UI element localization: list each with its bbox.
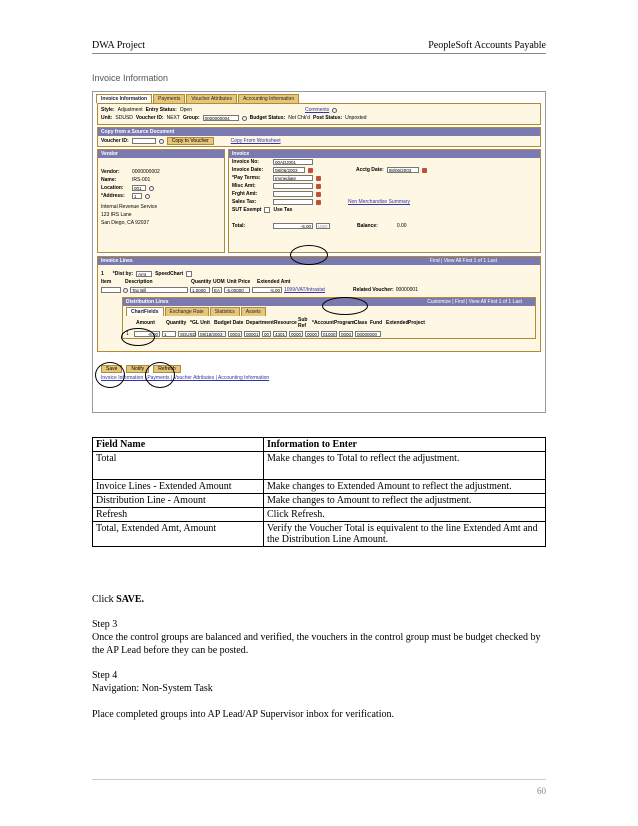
copy-voucher-id-field[interactable] <box>132 138 156 144</box>
sales-tax-label: Sales Tax: <box>232 199 257 205</box>
copy-to-voucher-button[interactable]: Copy to Voucher <box>167 137 214 145</box>
vendor-title: Vendor <box>98 150 224 158</box>
click-save-paragraph <box>92 593 546 606</box>
dist-project-field[interactable]: 00000000 <box>355 331 381 337</box>
vendor-invoice-row <box>97 149 541 253</box>
entry-status-value: Open <box>179 107 192 113</box>
dist-col-account: *Account <box>312 320 334 326</box>
dist-gl-unit-field[interactable]: SDUSD <box>180 332 196 337</box>
tab-payments[interactable]: Payments <box>153 94 185 103</box>
unit-label: Unit: <box>101 115 113 121</box>
pay-terms-select[interactable]: Immediate <box>273 175 313 181</box>
group-lookup-icon[interactable] <box>242 116 247 121</box>
table-cell: Click Refresh. <box>264 508 546 522</box>
extended-amt-field[interactable]: -5.00 <box>252 287 282 293</box>
misc-amt-label: Misc Amt: <box>232 183 256 189</box>
table-row <box>93 508 546 522</box>
tab-accounting-information[interactable]: Accounting Information <box>238 94 299 103</box>
table-cell: Make changes to Total to reflect the adjustment. <box>264 452 546 480</box>
post-status-value: Unposted <box>345 115 367 121</box>
step3-text: Once the control groups are balanced and verified, the vouchers in the control group must be budget checked by the AP Lead before they can be posted. <box>92 632 541 656</box>
sales-tax-icon[interactable] <box>316 200 321 205</box>
location-field[interactable]: 001 <box>132 185 146 191</box>
tab-exchange-rate[interactable]: Exchange Rate <box>165 307 209 316</box>
invoice-lines-title: Invoice Lines <box>101 258 133 264</box>
dist-col-department: Department <box>246 320 274 326</box>
save-button[interactable]: Save <box>101 365 122 373</box>
invoice-title: Invoice <box>229 150 540 158</box>
frght-amt-label: Frght Amt: <box>232 191 258 197</box>
highlight-circle-extended-amt <box>322 297 368 315</box>
dist-by-select[interactable]: Amt <box>136 271 152 277</box>
table-row <box>93 522 546 547</box>
balance-label: Balance: <box>357 223 378 229</box>
table-cell: Total <box>93 452 264 480</box>
invoice-lines-nav[interactable]: Find | View All First 1 of 1 Last <box>429 258 497 264</box>
invoice-date-calendar-icon[interactable] <box>308 168 313 173</box>
step4-nav: Navigation: Non-System Task <box>92 683 213 694</box>
acctg-date-label: Acctg Date: <box>356 167 384 173</box>
dist-amount-field[interactable]: -5.00 <box>134 331 160 337</box>
dist-col-budget-date: Budget Date <box>214 320 244 326</box>
comments-icon[interactable] <box>332 108 337 113</box>
dist-col-fund: Fund <box>370 320 383 326</box>
step3-block <box>92 618 546 657</box>
dist-resource-field[interactable]: 00001 <box>246 332 259 337</box>
header-left: DWA Project <box>92 40 146 51</box>
highlight-circle-save <box>95 362 125 388</box>
invoice-lines-box <box>97 256 541 352</box>
col-unit-price: Unit Price <box>227 279 251 285</box>
dist-col-amount: Amount <box>136 320 155 326</box>
unit-price-field[interactable]: -5.00000 <box>224 287 250 293</box>
post-status-label: Post Status: <box>312 115 343 121</box>
col-quantity: Quantity <box>191 279 212 285</box>
section-title: Invoice Information <box>92 73 169 83</box>
style-value: Adjustment <box>117 107 143 113</box>
invoice-no-field[interactable]: 00ADJ001 <box>273 159 313 165</box>
invoice-date-label: Invoice Date: <box>232 167 264 173</box>
dist-program-field[interactable]: 0000 <box>291 332 302 337</box>
invoice-box <box>228 149 541 253</box>
step4-title: Step 4 <box>92 670 118 681</box>
highlight-circle-refresh <box>145 362 175 388</box>
distribution-data-row <box>123 330 535 338</box>
table-cell: Make changes to Amount to reflect the adjustment. <box>264 494 546 508</box>
table-row <box>93 494 546 508</box>
copy-from-worksheet-link[interactable]: Copy From Worksheet <box>230 138 281 144</box>
dist-col-class: Class <box>354 320 368 326</box>
balance-value: 0.00 <box>396 223 407 229</box>
pay-terms-label: *Pay Terms: <box>232 175 261 181</box>
highlight-circle-total <box>290 245 328 265</box>
style-label: Style: <box>101 107 115 113</box>
voucher-header-box <box>97 103 541 125</box>
table-cell: Make changes to Extended Amount to reflect the adjustment. <box>264 480 546 494</box>
voucher-tabs <box>93 92 545 103</box>
copy-source-title: Copy from a Source Document <box>98 128 540 136</box>
dist-by-label: *Dist by: <box>112 271 134 277</box>
dist-sub-ref-field[interactable]: 00 <box>264 332 270 337</box>
misc-amt-field[interactable] <box>273 183 313 189</box>
group-field[interactable]: 0000000004 <box>203 115 239 121</box>
voucher-id-label: Voucher ID: <box>135 115 164 121</box>
dist-col-project: Project <box>408 320 425 326</box>
total-field[interactable]: -5.00 <box>273 223 313 229</box>
line-number: 1 <box>101 271 104 277</box>
col-item: Item <box>101 279 112 285</box>
page-number: 60 <box>537 786 546 796</box>
address-line-3: San Diego, CA 92037 <box>101 220 150 226</box>
acctg-date-field[interactable]: 08/06/2003 <box>387 167 419 173</box>
use-tax-label: Use Tax <box>273 207 293 213</box>
dist-extended-field[interactable]: 0000 <box>341 332 352 337</box>
refresh-button[interactable]: Refresh <box>153 365 181 373</box>
address-line-2: 123 IRS Lane <box>101 212 132 218</box>
dist-budget-date-field[interactable]: 08/18/2003 <box>198 331 226 337</box>
copy-source-box <box>97 127 541 147</box>
page-footer <box>92 779 546 796</box>
address-label: *Address: <box>101 193 125 199</box>
tab-assets[interactable]: Assets <box>241 307 266 316</box>
page-header <box>92 40 546 54</box>
misc-amt-icon[interactable] <box>316 184 321 189</box>
dist-col-gl-unit: *GL Unit <box>190 320 210 326</box>
dist-class-field[interactable]: 0000 <box>307 332 318 337</box>
table-cell: Invoice Lines - Extended Amount <box>93 480 264 494</box>
tab-chartfields[interactable]: ChartFields <box>126 307 164 316</box>
vendor-value: 0000000002 <box>132 169 160 175</box>
group-label: Group: <box>182 115 200 121</box>
dist-quantity-field[interactable]: 1 <box>162 331 176 337</box>
bottom-page-links[interactable]: Invoice Information | Payments | Voucher Attributes | Accounting Information <box>101 375 270 381</box>
invoice-no-label: Invoice No: <box>232 159 259 165</box>
speedchart-field[interactable] <box>186 271 192 277</box>
related-voucher-value: 00000001 <box>395 287 418 293</box>
dist-line-number: 1 <box>126 331 129 337</box>
location-lookup-icon[interactable] <box>149 186 154 191</box>
pay-terms-detail-icon[interactable] <box>316 176 321 181</box>
address-field[interactable]: 1 <box>132 193 142 199</box>
table-cell: Total, Extended Amt, Amount <box>93 522 264 547</box>
distribution-lines-title: Distribution Lines <box>126 299 169 305</box>
dist-col-extended: Extended <box>386 320 409 326</box>
invoice-date-field[interactable]: 08/06/2003 <box>273 167 305 173</box>
table-header-field-name: Field Name <box>93 438 264 452</box>
distribution-header-row <box>123 316 535 330</box>
click-save-bold: SAVE. <box>116 594 145 605</box>
click-save-prefix: Click <box>92 594 117 605</box>
item-field[interactable] <box>101 287 121 293</box>
table-cell: Verify the Voucher Total is equivalent to the line Extended Amt and the Distribution Line Amount. <box>264 522 546 547</box>
address-line-1: Internal Revenue Service <box>101 204 158 210</box>
location-label: Location: <box>101 185 124 191</box>
frght-amt-field[interactable] <box>273 191 313 197</box>
header-right: PeopleSoft Accounts Payable <box>428 40 546 51</box>
distribution-lines-nav[interactable]: Customize | Find | View All First 1 of 1 Last <box>427 299 522 305</box>
table-header-information: Information to Enter <box>264 438 546 452</box>
table-header-row <box>93 438 546 452</box>
copy-voucher-lookup-icon[interactable] <box>159 139 164 144</box>
tab-voucher-attributes[interactable]: Voucher Attributes <box>186 94 237 103</box>
quantity-field[interactable]: 1.0000 <box>190 287 210 293</box>
dist-col-quantity: Quantity <box>166 320 187 326</box>
acctg-date-calendar-icon[interactable] <box>422 168 427 173</box>
unit-value: SDUSD <box>115 115 133 121</box>
table-row <box>93 452 546 480</box>
uom-field[interactable]: EA <box>214 288 221 293</box>
sut-exempt-label: SUT Exempt <box>232 207 262 213</box>
table-cell: Refresh <box>93 508 264 522</box>
dist-col-resource: Resource <box>274 320 297 326</box>
speedchart-label: SpeedChart <box>155 271 184 277</box>
currency-field: USD <box>316 223 330 229</box>
tab-statistics[interactable]: Statistics <box>210 307 240 316</box>
item-lookup-icon[interactable] <box>123 288 128 293</box>
step4-block <box>92 669 546 721</box>
table-cell: Distribution Line - Amount <box>93 494 264 508</box>
frght-amt-icon[interactable] <box>316 192 321 197</box>
budget-status-value: Not Chk'd <box>288 115 310 121</box>
step4-text: Place completed groups into AP Lead/AP Supervisor inbox for verification. <box>92 709 394 720</box>
name-value: IRS-001 <box>132 177 151 183</box>
highlight-circle-dist-amount <box>121 328 155 346</box>
non-merchandise-summary-link[interactable]: Non Merchandise Summary <box>348 199 410 205</box>
table-row <box>93 480 546 494</box>
comments-link[interactable]: Comments <box>305 107 330 113</box>
col-description: Description <box>125 279 153 285</box>
total-label: Total: <box>232 223 246 229</box>
name-label: Name: <box>101 177 117 183</box>
dist-account-field[interactable]: 4301 <box>275 332 286 337</box>
vendor-box <box>97 149 225 253</box>
tab-invoice-information[interactable]: Invoice Information <box>96 94 152 103</box>
vendor-label: Vendor: <box>101 169 120 175</box>
col-extended-amt: Extended Amt <box>257 279 291 285</box>
use-tax-checkbox[interactable] <box>264 207 270 213</box>
budget-status-label: Budget Status: <box>249 115 286 121</box>
step3-title: Step 3 <box>92 619 118 630</box>
dist-col-sub-ref: Sub Ref <box>298 317 308 329</box>
notify-button[interactable]: Notify <box>126 365 149 373</box>
entry-status-label: Entry Status: <box>145 107 177 113</box>
address-lookup-icon[interactable] <box>145 194 150 199</box>
field-info-table <box>92 437 546 547</box>
peoplesoft-screenshot <box>92 91 546 413</box>
description-field[interactable]: Tax Bill <box>130 287 188 293</box>
dist-department-field[interactable]: 0003 <box>230 332 241 337</box>
col-uom: UOM <box>213 279 225 285</box>
dist-fund-field[interactable]: 01000 <box>323 332 336 337</box>
dist-col-program: Program <box>334 320 355 326</box>
voucher-id-value: NEXT <box>166 115 180 121</box>
sales-tax-field[interactable] <box>273 199 313 205</box>
related-voucher-label: Related Voucher: <box>352 287 394 293</box>
copy-voucher-id-label: Voucher ID: <box>101 138 129 144</box>
vat-intrastat-link[interactable]: 1099/VAT/Intrastat <box>284 287 325 293</box>
